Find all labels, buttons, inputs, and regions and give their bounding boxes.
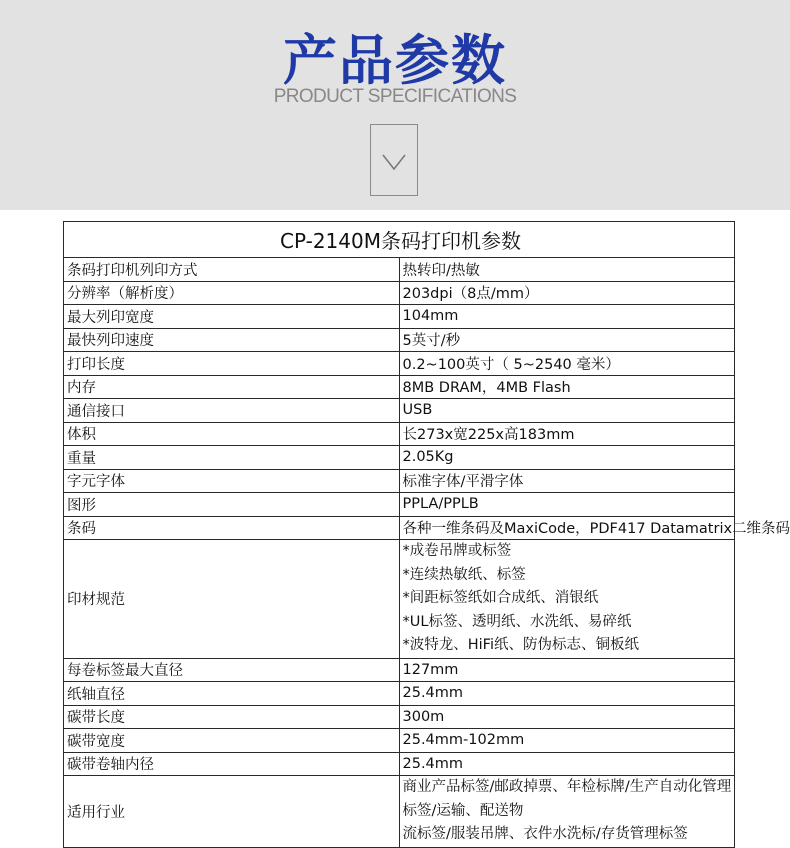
media-line: *成卷吊牌或标签 [402, 543, 512, 559]
row-value: 各种一维条码及MaxiCode，PDF417 Datamatrix二维条码 [399, 516, 735, 540]
header-banner [0, 0, 790, 210]
media-line: *波特龙、HiFi纸、防伪标志、铜板纸 [402, 637, 639, 653]
table-row [64, 705, 735, 729]
row-label: 碳带卷轴内径 [64, 752, 400, 776]
row-value: 104mm [399, 305, 735, 329]
table-title-row [64, 222, 735, 258]
industry-line: 流标签/服装吊牌、衣件水洗标/存货管理标签 [402, 826, 688, 842]
row-value: 25.4mm [399, 682, 735, 706]
row-value-list [399, 540, 735, 659]
table-row [64, 305, 735, 329]
table-row [64, 375, 735, 399]
table-row [64, 752, 735, 776]
table-row [64, 328, 735, 352]
row-value: PPLA/PPLB [399, 493, 735, 517]
row-label: 分辨率（解析度） [64, 281, 400, 305]
row-value: 25.4mm-102mm [399, 729, 735, 753]
media-line: *UL标签、透明纸、水洗纸、易碎纸 [402, 613, 632, 630]
spec-table [63, 221, 790, 848]
row-label: 通信接口 [64, 399, 400, 423]
page-subtitle: PRODUCT SPECIFICATIONS [273, 86, 517, 107]
row-value: 2.05Kg [399, 446, 735, 470]
table-title: CP-2140M条码打印机参数 [64, 222, 735, 258]
row-label: 碳带宽度 [64, 729, 400, 753]
table-row [64, 493, 735, 517]
table-row [64, 469, 735, 493]
row-value: 0.2~100英寸（ 5~2540 毫米） [399, 352, 735, 376]
row-label: 最快列印速度 [64, 328, 400, 352]
row-value: 127mm [399, 658, 735, 682]
row-label: 条码打印机列印方式 [64, 258, 400, 282]
row-label: 重量 [64, 446, 400, 470]
table-row [64, 446, 735, 470]
row-value: 标准字体/平滑字体 [399, 469, 735, 493]
table-row [64, 658, 735, 682]
row-label: 体积 [64, 422, 400, 446]
row-label: 字元字体 [64, 469, 400, 493]
page-title: 产品参数 [283, 29, 507, 92]
row-label: 印材规范 [64, 540, 400, 659]
row-value: 25.4mm [399, 752, 735, 776]
row-label: 每卷标签最大直径 [64, 658, 400, 682]
media-line: *间距标签纸如合成纸、消银纸 [402, 590, 599, 606]
table-row [64, 422, 735, 446]
industry-line: 商业产品标签/邮政掉票、年检标牌/生产自动化管理标签/运输、配送物 [402, 779, 732, 819]
table-row [64, 352, 735, 376]
table-row [64, 682, 735, 706]
scroll-down-button[interactable] [370, 124, 418, 196]
row-label: 打印长度 [64, 352, 400, 376]
row-label: 内存 [64, 375, 400, 399]
table-row-industry [64, 776, 735, 848]
row-value: 203dpi（8点/mm） [399, 281, 735, 305]
row-label: 适用行业 [64, 776, 400, 848]
row-value: 热转印/热敏 [399, 258, 735, 282]
row-label: 碳带长度 [64, 705, 400, 729]
row-label: 最大列印宽度 [64, 305, 400, 329]
row-value: 300m [399, 705, 735, 729]
row-value-list [399, 776, 735, 848]
table-row [64, 281, 735, 305]
table-row [64, 516, 735, 540]
row-label: 条码 [64, 516, 400, 540]
row-label: 纸轴直径 [64, 682, 400, 706]
table-row [64, 729, 735, 753]
media-line: *连续热敏纸、标签 [402, 566, 526, 583]
table-row [64, 258, 735, 282]
table-row [64, 399, 735, 423]
row-value: 8MB DRAM，4MB Flash [399, 375, 735, 399]
chevron-down-icon [371, 125, 417, 195]
table-row-media [64, 540, 735, 659]
row-label: 图形 [64, 493, 400, 517]
row-value: 长273x宽225x高183mm [399, 422, 735, 446]
row-value: USB [399, 399, 735, 423]
row-value: 5英寸/秒 [399, 328, 735, 352]
